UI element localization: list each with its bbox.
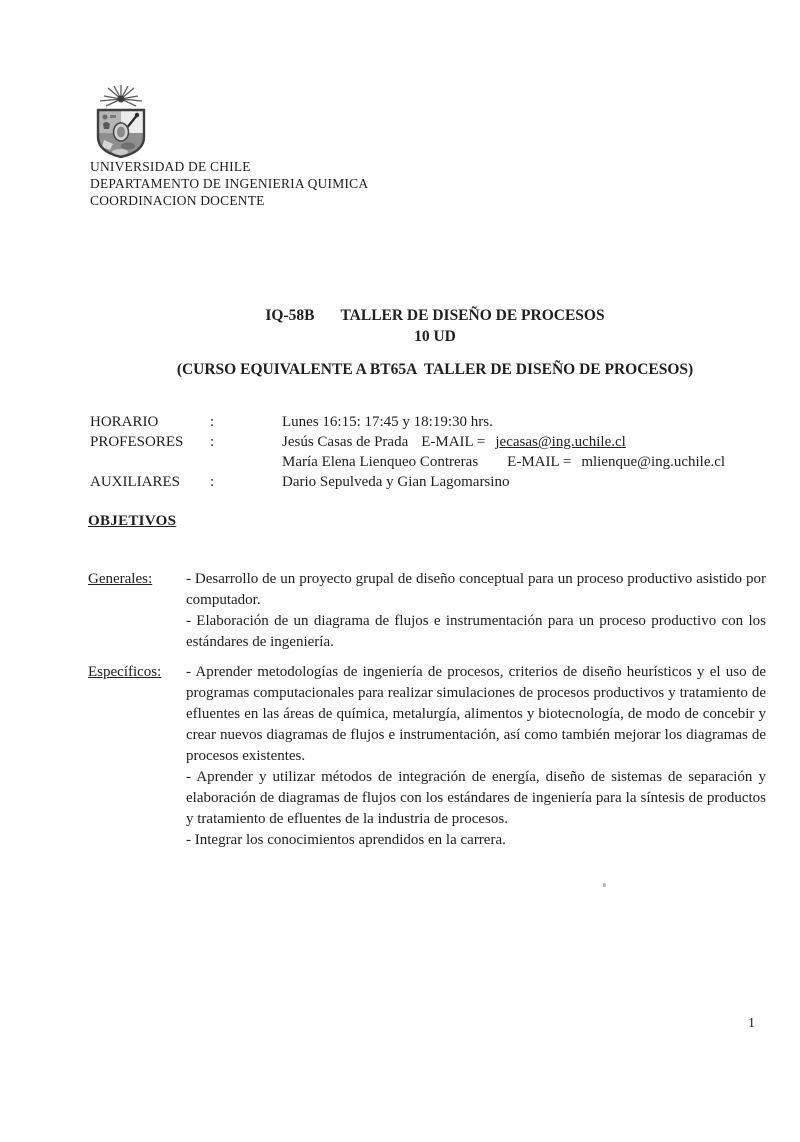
org-line-department: DEPARTAMENTO DE INGENIERIA QUIMICA <box>90 176 369 192</box>
course-title-block <box>95 305 775 347</box>
especificos-paragraph-3: - Integrar los conocimientos aprendidos en la carrera. <box>186 832 506 848</box>
especificos-paragraph-2: - Aprender y utilizar métodos de integración de energía, diseño de sistemas de separación y elaboración de diagramas de flujos con los estándares de ingeniería para la síntesis de productos y tratamiento de efluentes de la industria de procesos. <box>186 769 766 827</box>
auxiliares-label: AUXILIARES <box>90 474 180 490</box>
course-info-block <box>90 412 770 492</box>
university-crest-icon <box>90 84 152 158</box>
horario-label: HORARIO <box>90 414 159 430</box>
auxiliares-value: Dario Sepulveda y Gian Lagomarsino <box>282 474 510 490</box>
info-row-auxiliares <box>90 472 770 492</box>
info-row-profesores <box>90 432 770 452</box>
course-title-line <box>95 305 775 326</box>
horario-colon: : <box>210 414 215 430</box>
objetivo-item-generales <box>88 569 766 653</box>
page-number: 1 <box>748 1016 755 1031</box>
profesores-colon: : <box>210 434 215 450</box>
generales-paragraph-1: - Desarrollo de un proyecto grupal de diseño conceptual para un proceso productivo asistido por computador. <box>186 571 766 608</box>
objetivos-block <box>88 569 766 851</box>
info-row-horario <box>90 412 770 432</box>
org-header <box>90 158 368 210</box>
profesor-row-1 <box>282 432 770 452</box>
course-credits: 10 UD <box>414 328 456 345</box>
profesor-email-1: jecasas@ing.uchile.cl <box>495 434 626 450</box>
horario-value: Lunes 16:15: 17:45 y 18:19:30 hrs. <box>282 414 493 430</box>
objetivos-heading: OBJETIVOS <box>88 513 177 529</box>
org-line-university: UNIVERSIDAD DE CHILE <box>90 159 251 174</box>
org-line-coordination: COORDINACION DOCENTE <box>90 193 265 209</box>
auxiliares-colon: : <box>210 474 215 490</box>
profesor-name-1: Jesús Casas de Prada <box>282 434 409 450</box>
course-equivalence: (CURSO EQUIVALENTE A BT65A TALLER DE DISEÑO DE PROCESOS) <box>176 361 694 378</box>
profesor-name-2: María Elena Lienqueo Contreras <box>282 454 479 470</box>
generales-body <box>186 569 766 653</box>
objetivo-item-especificos <box>88 662 766 851</box>
especificos-paragraph-1: - Aprender metodologías de ingeniería de procesos, criterios de diseño heurísticos y el uso de programas computacionales para realizar simulaciones de procesos productivos y tratamiento de efluentes en las áreas de química, metalurgía, alimentos y biotecnología, de modo de concebir y crear nuevos diagramas de flujos e instrumentación, así como también mejorar los diagramas de procesos existentes. <box>186 664 766 764</box>
generales-paragraph-2: - Elaboración de un diagrama de flujos e instrumentación para un proceso productivo con los estándares de ingeniería. <box>186 613 766 650</box>
info-row-profesor-2 <box>90 452 770 472</box>
profesor-email-2: mlienque@ing.uchile.cl <box>581 454 726 470</box>
profesores-label: PROFESORES <box>90 434 184 450</box>
scan-artifact-dot <box>603 883 606 887</box>
generales-label: Generales: <box>88 571 153 587</box>
profesor-row-2 <box>282 452 770 472</box>
course-code: IQ-58B <box>265 307 315 324</box>
especificos-label: Específicos: <box>88 664 162 680</box>
especificos-body <box>186 662 766 851</box>
university-crest-logo <box>90 84 152 158</box>
email-label-2: E-MAIL = <box>507 454 572 470</box>
course-name: TALLER DE DISEÑO DE PROCESOS <box>340 307 605 324</box>
email-label-1: E-MAIL = <box>421 434 486 450</box>
